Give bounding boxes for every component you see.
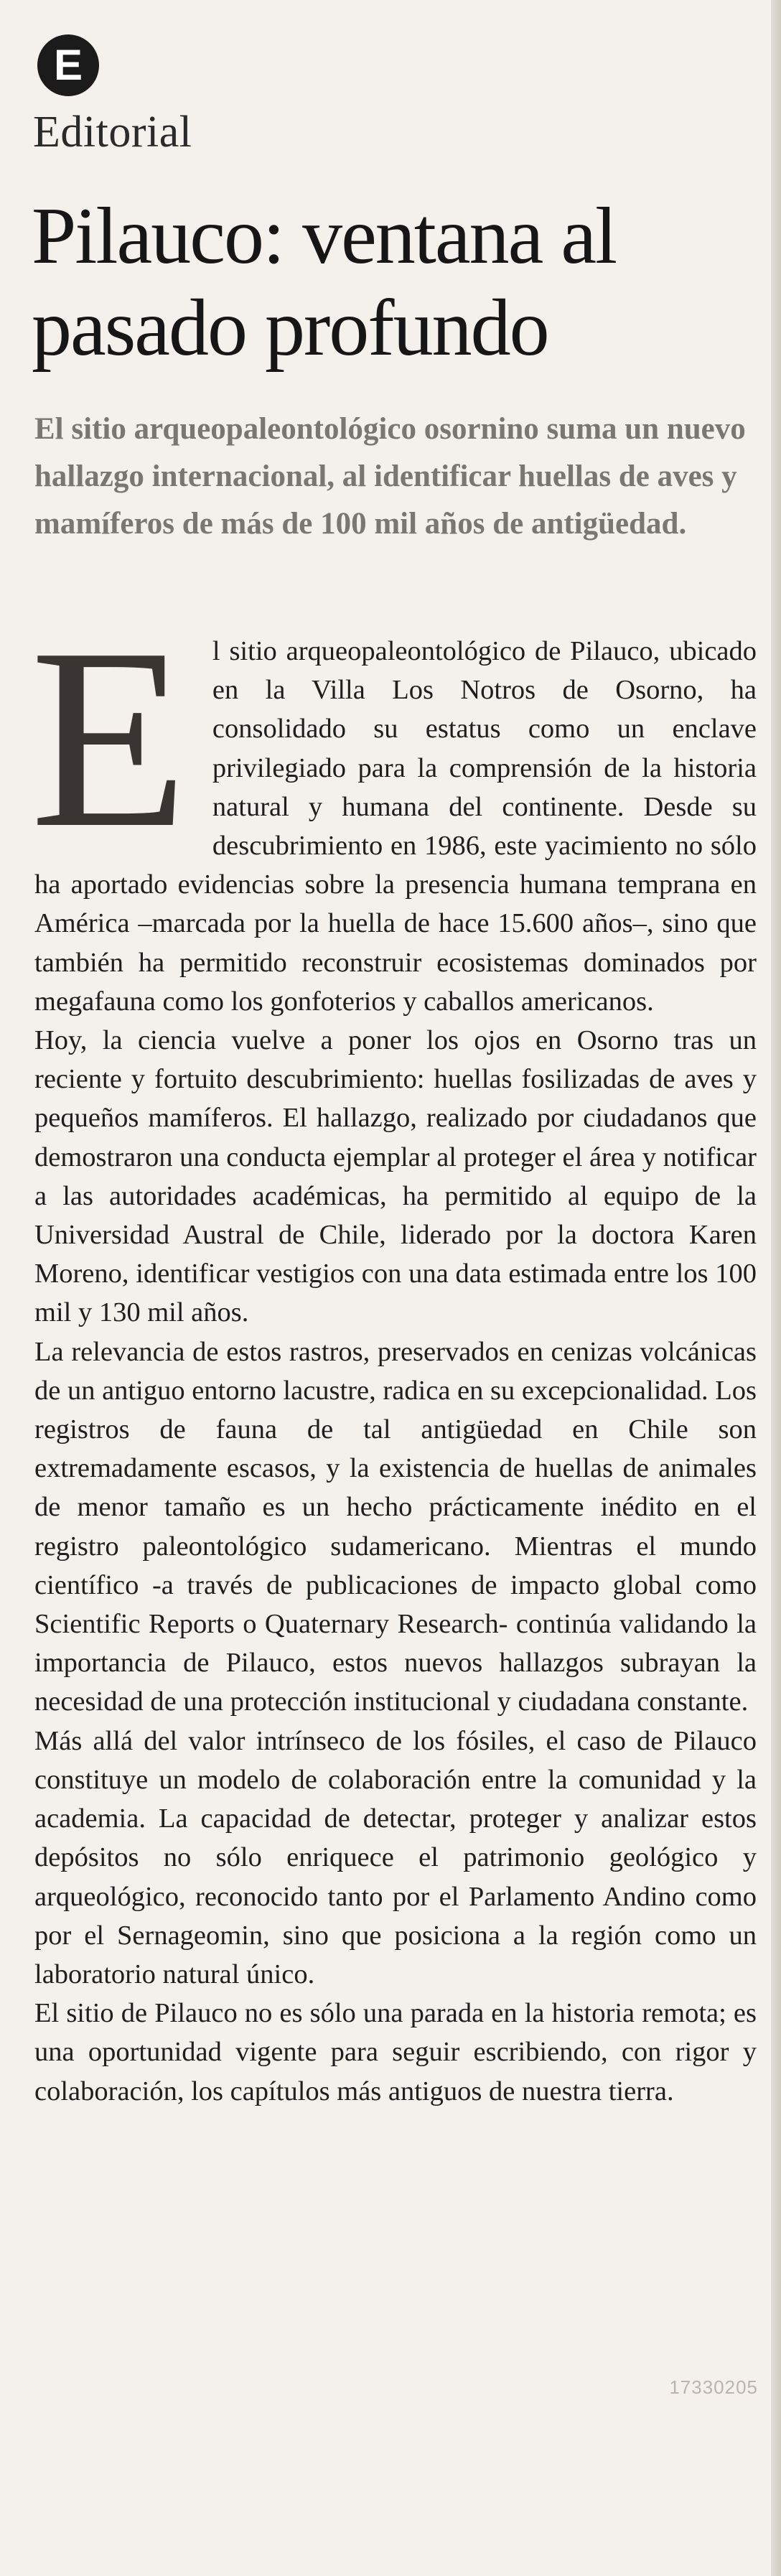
article-paragraph-2: Hoy, la ciencia vuelve a poner los ojos en Osorno tras un reciente y fortuito descubrimiento: huellas fosilizadas de aves y pequeños mamíferos. El hallazgo, realizado por ciudadanos que demostraron una conducta ejemplar al proteger el área y notificar a las autoridades académicas, ha permitido al equipo de la Universidad Austral de Chile, liderado por la doctora Karen Moreno, identificar vestigios con una data estimada entre los 100 mil y 130 mil años. (34, 1025, 757, 1328)
page-edge-shadow (771, 0, 781, 2576)
article-body (30, 594, 757, 2111)
article-paragraph-1 (30, 594, 757, 1021)
section-label: Editorial (33, 108, 192, 157)
clipping-id-stamp: 17330205 (669, 2376, 758, 2398)
article-paragraph-5: El sitio de Pilauco no es sólo una parada en la historia remota; es una oportunidad vigente para seguir escribiendo, con rigor y colaboración, los capítulos más antiguos de nuestra tierra. (34, 1998, 757, 2106)
editorial-logo-badge (37, 34, 99, 96)
paragraph-1-text: l sitio arqueopaleontológico de Pilauco, ubicado en la Villa Los Notros de Osorno, ha consolidado su estatus como un enclave privilegiado para la comprensión de la historia natural y humana del continente. Desde su descubrimiento en 1986, este yacimiento no sólo ha aportado evidencias sobre la presencia humana temprana en América –marcada por la huella de hace 15.600 años–, sino que también ha permitido reconstruir ecosistemas dominados por megafauna como los gonfoterios y caballos americanos. (34, 636, 757, 1017)
article-paragraph-3: La relevancia de estos rastros, preservados en cenizas volcánicas de un antiguo entorno lacustre, radica en su excepcionalidad. Los registros de fauna de tal antigüedad en Chile son extremadamente escasos, y la existencia de huellas de animales de menor tamaño es un hecho prácticamente inédito en el registro paleontológico sudamericano. Mientras el mundo científico -a través de publicaciones de impacto global como Scientific Reports o Quaternary Research- continúa validando la importancia de Pilauco, estos nuevos hallazgos subrayan la necesidad de una protección institucional y ciudadana constante. (34, 1336, 757, 1717)
article-paragraph-4: Más allá del valor intrínseco de los fósiles, el caso de Pilauco constituye un modelo de colaboración entre la comunidad y la academia. La capacidad de detectar, proteger y analizar estos depósitos no sólo enriquece el patrimonio geológico y arqueológico, reconocido tanto por el Parlamento Andino como por el Sernageomin, sino que posiciona a la región como un laboratorio natural único. (34, 1725, 757, 1989)
drop-cap: E (30, 594, 188, 881)
deck-subtitle: El sitio arqueopaleontológico osornino suma un nuevo hallazgo internacional, al identificar huellas de aves y mamíferos de más de 100 mil años de antigüedad. (34, 412, 746, 541)
headline: Pilauco: ventana al pasado profundo (32, 192, 617, 373)
badge-letter: E (53, 41, 83, 89)
